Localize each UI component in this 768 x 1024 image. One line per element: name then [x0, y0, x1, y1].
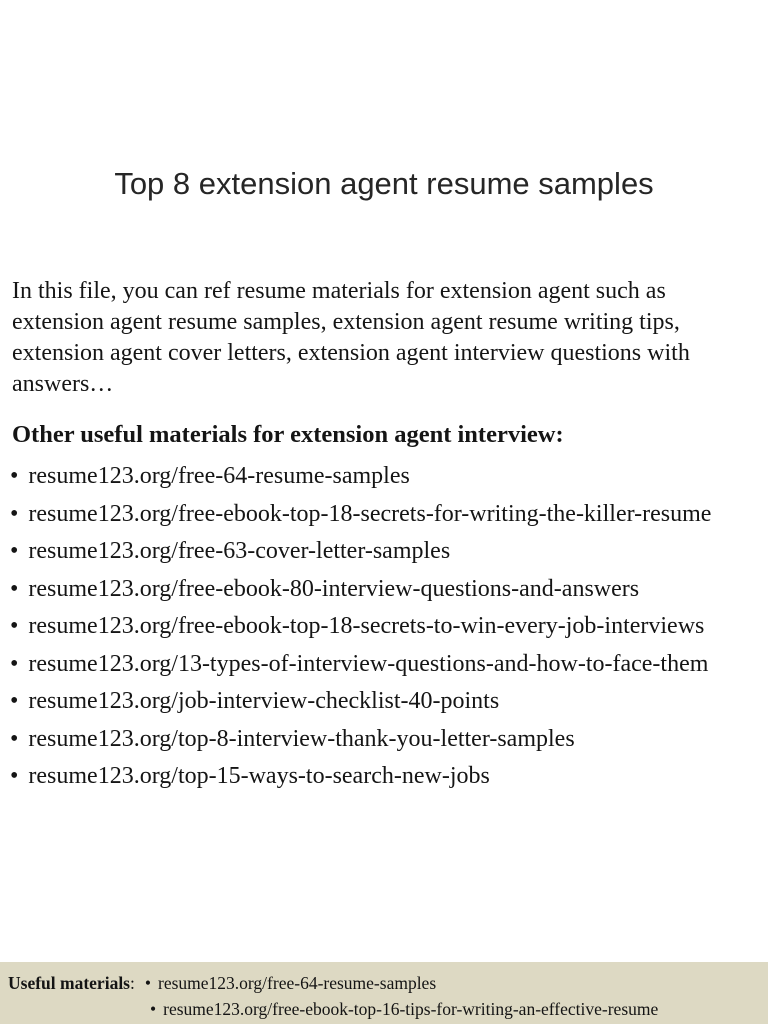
resource-url: resume123.org/free-63-cover-letter-samples [28, 538, 451, 564]
bullet-icon: • [10, 763, 19, 789]
list-item [10, 496, 711, 534]
footer-line-1 [0, 962, 768, 994]
intro-paragraph: In this file, you can ref resume materials for extension agent such as extension agent resume samples, extension agent resume writing tips, extension agent cover letters, extension agent interview questions with answers… [12, 278, 690, 397]
resource-url: resume123.org/free-ebook-80-interview-questions-and-answers [28, 575, 640, 602]
footer-label: Useful materials [8, 973, 130, 993]
resource-url: resume123.org/free-ebook-top-18-secrets-to-win-every-job-interviews [28, 613, 705, 639]
materials-heading: Other useful materials for extension agent interview: [12, 421, 564, 448]
bullet-icon: • [10, 500, 19, 527]
list-item [10, 571, 711, 609]
resource-url: resume123.org/free-64-resume-samples [28, 463, 410, 489]
bullet-icon: • [144, 973, 152, 993]
list-item [10, 758, 711, 796]
resource-url: resume123.org/13-types-of-interview-questions-and-how-to-face-them [28, 650, 709, 677]
footer-resource-url: resume123.org/free-64-resume-samples [158, 973, 437, 993]
footer-resource-url: resume123.org/free-ebook-top-16-tips-for-writing-an-effective-resume [163, 999, 659, 1019]
list-item [10, 721, 711, 759]
bullet-icon: • [10, 688, 19, 714]
list-item [10, 646, 711, 684]
footer-colon: : [130, 973, 135, 993]
list-item [10, 683, 711, 721]
bullet-icon: • [10, 613, 19, 639]
list-item [10, 458, 711, 496]
resource-link-list [10, 458, 711, 796]
footer-bar [0, 962, 768, 1024]
page-title: Top 8 extension agent resume samples [114, 166, 654, 201]
bullet-icon: • [10, 575, 19, 602]
bullet-icon: • [10, 538, 19, 564]
list-item [10, 608, 711, 646]
resource-url: resume123.org/top-15-ways-to-search-new-jobs [28, 763, 490, 789]
footer-line-2 [0, 994, 768, 1020]
list-item [10, 533, 711, 571]
bullet-icon: • [10, 463, 19, 489]
bullet-icon: • [10, 650, 19, 677]
resource-url: resume123.org/top-8-interview-thank-you-letter-samples [28, 725, 575, 752]
resource-url: resume123.org/job-interview-checklist-40-points [28, 688, 500, 714]
bullet-icon: • [10, 725, 19, 752]
resource-url: resume123.org/free-ebook-top-18-secrets-for-writing-the-killer-resume [28, 500, 712, 527]
bullet-icon: • [150, 999, 157, 1019]
